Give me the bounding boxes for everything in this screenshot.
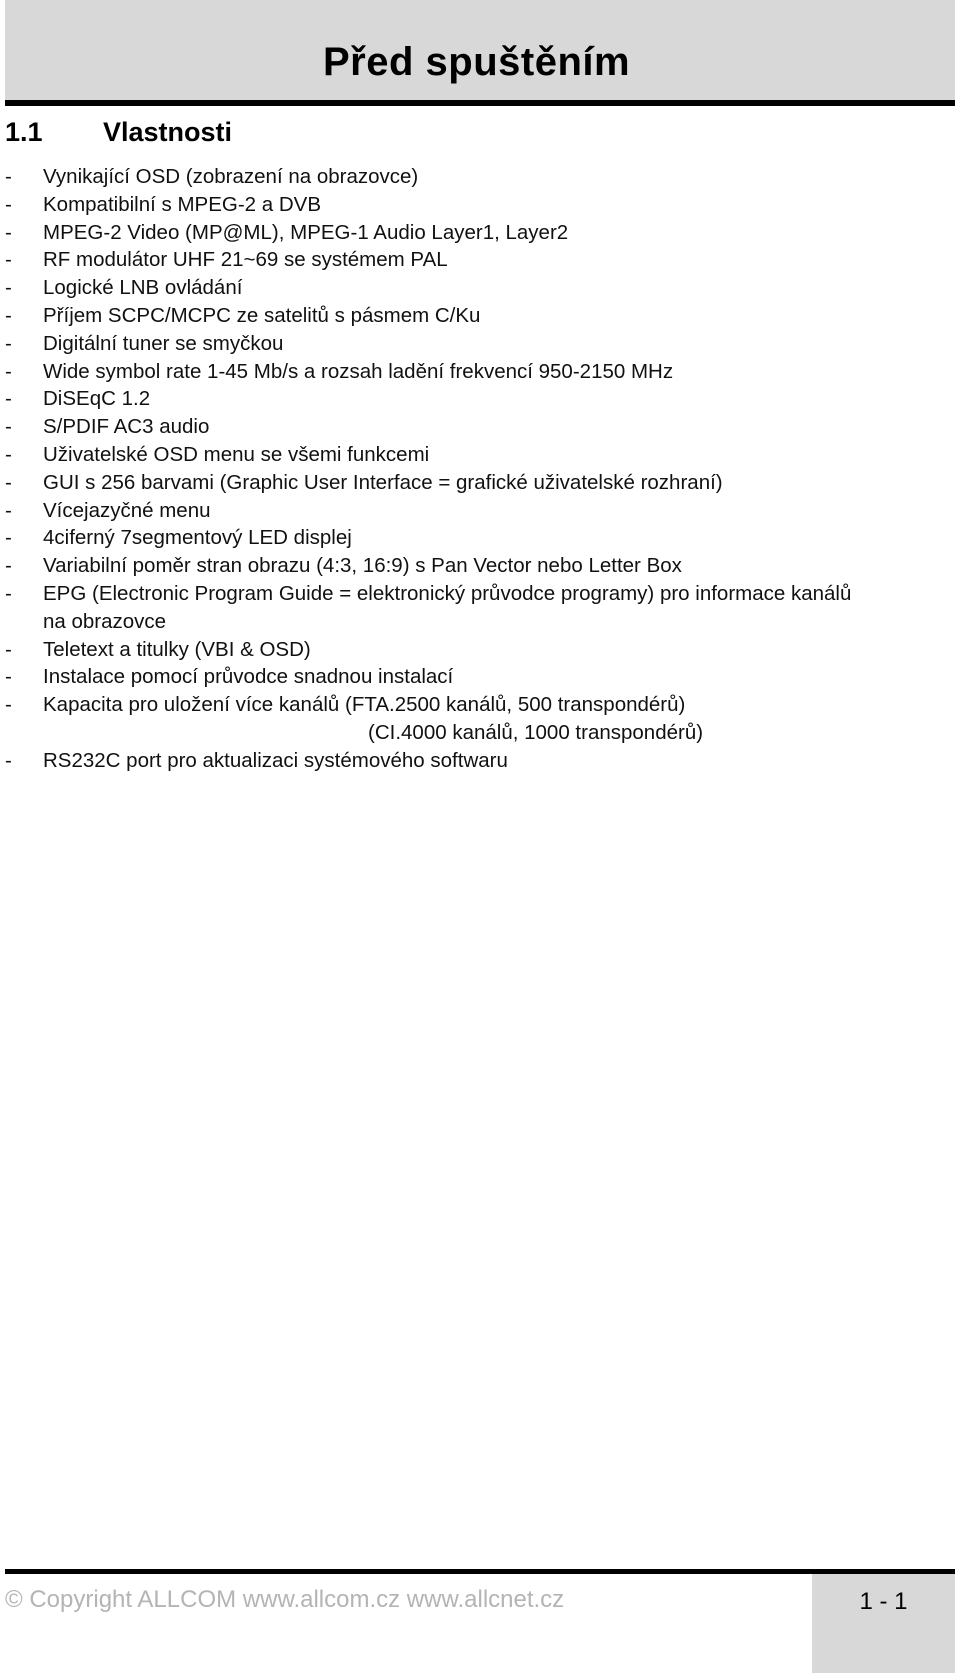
section-title: Vlastnosti (103, 117, 233, 147)
list-item-text: Instalace pomocí průvodce snadnou instalací (43, 665, 454, 689)
list-item (5, 497, 955, 525)
list-item (5, 469, 955, 497)
list-item-text: Digitální tuner se smyčkou (43, 331, 284, 355)
bullet-dash: - (5, 192, 12, 216)
bullet-dash: - (5, 526, 12, 550)
bullet-dash: - (5, 359, 12, 383)
list-item-text: Wide symbol rate 1-45 Mb/s a rozsah ladění frekvencí 950-2150 MHz (43, 359, 674, 383)
list-item-text: S/PDIF AC3 audio (43, 415, 210, 439)
list-item-text: MPEG-2 Video (MP@ML), MPEG-1 Audio Layer1, Layer2 (43, 220, 569, 244)
bullet-dash: - (5, 276, 12, 300)
list-item-text: Logické LNB ovládání (43, 276, 243, 300)
list-item (5, 636, 955, 664)
list-item-text: 4ciferný 7segmentový LED displej (43, 526, 352, 550)
list-item (5, 580, 955, 636)
page-number: 1 - 1 (859, 1588, 908, 1615)
list-item (5, 358, 955, 386)
list-item (5, 163, 955, 191)
list-item-text: Kapacita pro uložení více kanálů (FTA.2500 kanálů, 500 transpondérů) (43, 693, 686, 717)
list-item (5, 302, 955, 330)
bullet-dash: - (5, 303, 12, 327)
section-number: 1.1 (5, 117, 43, 147)
list-item (5, 524, 955, 552)
list-item (5, 441, 955, 469)
bullet-dash: - (5, 665, 12, 689)
bullet-dash: - (5, 470, 12, 494)
page-title: Před spuštěním (323, 40, 631, 84)
footer-copyright: © Copyright ALLCOM www.allcom.cz www.allcnet.cz (5, 1586, 565, 1613)
bullet-dash: - (5, 498, 12, 522)
list-item-text: EPG (Electronic Program Guide = elektronický průvodce programy) pro informace kanálů (43, 581, 852, 605)
list-item (5, 246, 955, 274)
bullet-dash: - (5, 415, 12, 439)
bullet-dash: - (5, 554, 12, 578)
bullet-dash: - (5, 637, 12, 661)
list-item (5, 691, 955, 747)
list-item (5, 663, 955, 691)
list-item-text: Kompatibilní s MPEG-2 a DVB (43, 192, 321, 216)
bullet-dash: - (5, 165, 12, 188)
list-item-text: GUI s 256 barvami (Graphic User Interface = grafické uživatelské rozhraní) (43, 470, 723, 494)
bullet-dash: - (5, 331, 12, 355)
section-heading (5, 117, 232, 148)
header-band (5, 0, 955, 106)
bullet-dash: - (5, 442, 12, 466)
footer-page-box (812, 1574, 955, 1673)
bullet-dash: - (5, 248, 12, 272)
list-item (5, 552, 955, 580)
bullet-dash: - (5, 693, 12, 717)
list-item-text: Vícejazyčné menu (43, 498, 211, 522)
list-item-text: Příjem SCPC/MCPC ze satelitů s pásmem C/Ku (43, 303, 481, 327)
list-item (5, 274, 955, 302)
bullet-dash: - (5, 581, 12, 605)
list-item-text: Uživatelské OSD menu se všemi funkcemi (43, 442, 430, 466)
bullet-dash: - (5, 387, 12, 411)
list-item (5, 747, 955, 775)
list-item-text: Teletext a titulky (VBI & OSD) (43, 637, 311, 661)
list-item (5, 191, 955, 219)
list-item (5, 385, 955, 413)
bullet-dash: - (5, 220, 12, 244)
list-item-text: RS232C port pro aktualizaci systémového softwaru (43, 748, 508, 772)
list-item-text: DiSEqC 1.2 (43, 387, 151, 411)
list-item-text: Variabilní poměr stran obrazu (4:3, 16:9) s Pan Vector nebo Letter Box (43, 554, 682, 578)
feature-list (5, 163, 955, 775)
list-item-text: RF modulátor UHF 21~69 se systémem PAL (43, 248, 448, 272)
list-item (5, 219, 955, 247)
list-item-continuation: na obrazovce (43, 609, 167, 633)
bullet-dash: - (5, 748, 12, 772)
list-item-continuation: (CI.4000 kanálů, 1000 transpondérů) (368, 720, 704, 744)
list-item (5, 413, 955, 441)
list-item-text: Vynikající OSD (zobrazení na obrazovce) (43, 165, 419, 188)
list-item (5, 330, 955, 358)
